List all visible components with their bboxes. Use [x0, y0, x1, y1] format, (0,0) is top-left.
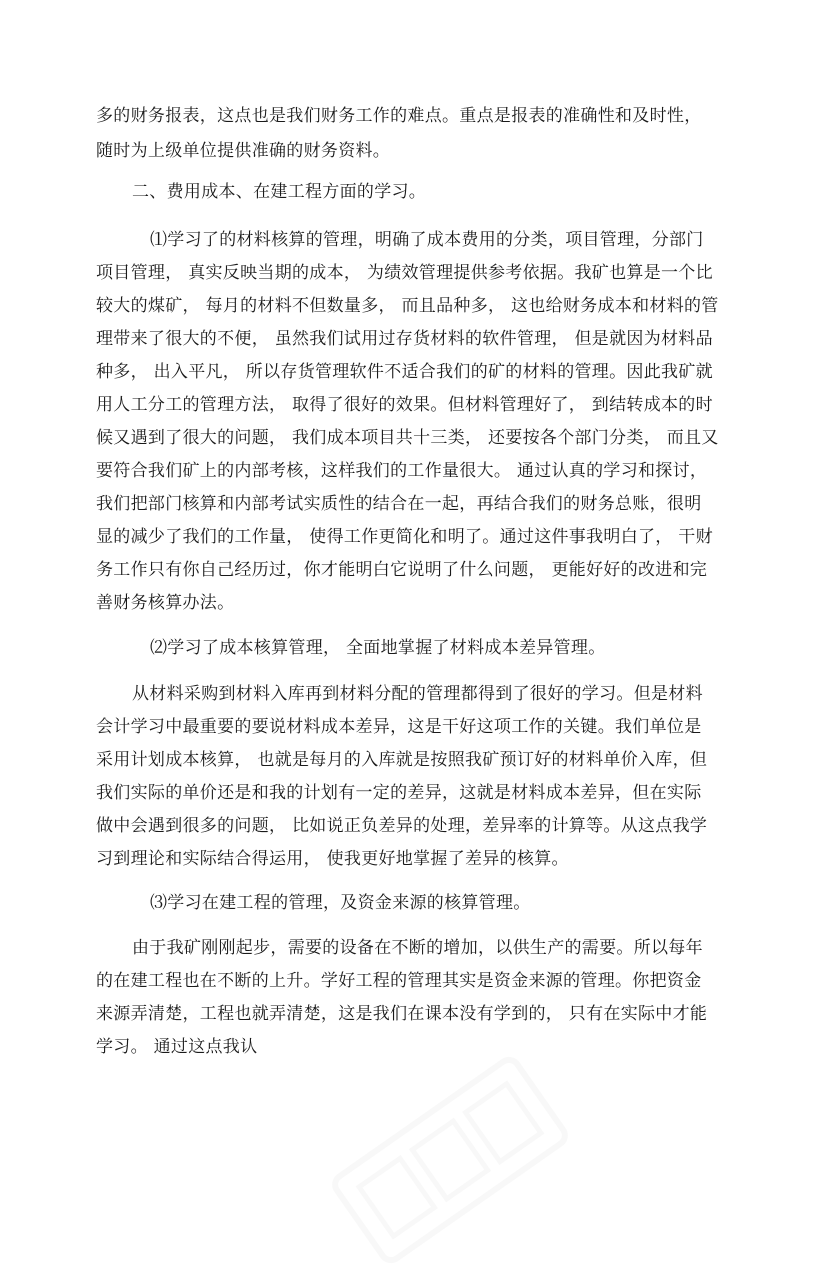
section-heading: 二、费用成本、在建工程方面的学习。 — [132, 182, 427, 202]
text-line: 习到理论和实际结合得运用， 使我更好地掌握了差异的核算。 — [96, 849, 569, 869]
text-line: 较大的煤矿， 每月的材料不但数量多， 而且品种多， 这也给财务成本和材料的管 — [96, 296, 719, 316]
text-line: 我们把部门核算和内部考试实质性的结合在一起，再结合我们的财务总账，很明 — [96, 494, 702, 514]
text-line: 由于我矿刚刚起步，需要的设备在不断的增加，以供生产的需要。所以每年 — [132, 938, 703, 958]
text-line: 学习。 通过这点我认 — [96, 1037, 258, 1057]
text-line: 显的减少了我们的工作量， 使得工作更简化和明了。通过这件事我明白了， 干财 — [96, 527, 713, 547]
text-line: 善财务核算办法。 — [96, 593, 235, 613]
text-line: 从材料采购到材料入库再到材料分配的管理都得到了很好的学习。但是材料 — [132, 684, 703, 704]
text-line: 多的财务报表，这点也是我们财务工作的难点。重点是报表的准确性和及时性， — [96, 106, 702, 126]
text-line: 要符合我们矿上的内部考核，这样我们的工作量很大。 通过认真的学习和探讨， — [96, 461, 708, 481]
text-line: 理带来了很大的不便， 虽然我们试用过存货材料的软件管理， 但是就因为材料品 — [96, 329, 713, 349]
text-line: ⑴学习了的材料核算的管理，明确了成本费用的分类，项目管理，分部门 — [150, 230, 704, 250]
subsection-heading: ⑶学习在建工程的管理，及资金来源的核算管理。 — [150, 893, 531, 913]
text-line: 务工作只有你自己经历过，你才能明白它说明了什么问题， 更能好好的改进和完 — [96, 560, 708, 580]
text-line: 随时为上级单位提供准确的财务资料。 — [96, 141, 391, 161]
text-line: 来源弄清楚，工程也就弄清楚，这是我们在课本没有学到的， 只有在实际中才能 — [96, 1004, 708, 1024]
text-line: 候又遇到了很大的问题， 我们成本项目共十三类， 还要按各个部门分类， 而且又 — [96, 428, 719, 448]
subsection-heading: ⑵学习了成本核算管理， 全面地掌握了材料成本差异管理。 — [150, 638, 606, 658]
text-line: 项目管理， 真实反映当期的成本， 为绩效管理提供参考依据。我矿也算是一个比 — [96, 263, 713, 283]
text-line: 种多， 出入平凡， 所以存货管理软件不适合我们的矿的材料的管理。因此我矿就 — [96, 362, 713, 382]
text-line: 的在建工程也在不断的上升。学好工程的管理其实是资金来源的管理。你把资金 — [96, 971, 702, 991]
text-line: 用人工分工的管理方法， 取得了很好的效果。但材料管理好了， 到结转成本的时 — [96, 395, 713, 415]
watermark-graphic — [312, 1034, 589, 1286]
text-line: 做中会遇到很多的问题， 比如说正负差异的处理，差异率的计算等。从这点我学 — [96, 816, 708, 836]
text-line: 会计学习中最重要的要说材料成本差异，这是干好这项工作的关键。我们单位是 — [96, 717, 702, 737]
text-line: 采用计划成本核算， 也就是每月的入库就是按照我矿预订好的材料单价入库，但 — [96, 750, 708, 770]
text-line: 我们实际的单价还是和我的计划有一定的差异，这就是材料成本差异，但在实际 — [96, 783, 702, 803]
